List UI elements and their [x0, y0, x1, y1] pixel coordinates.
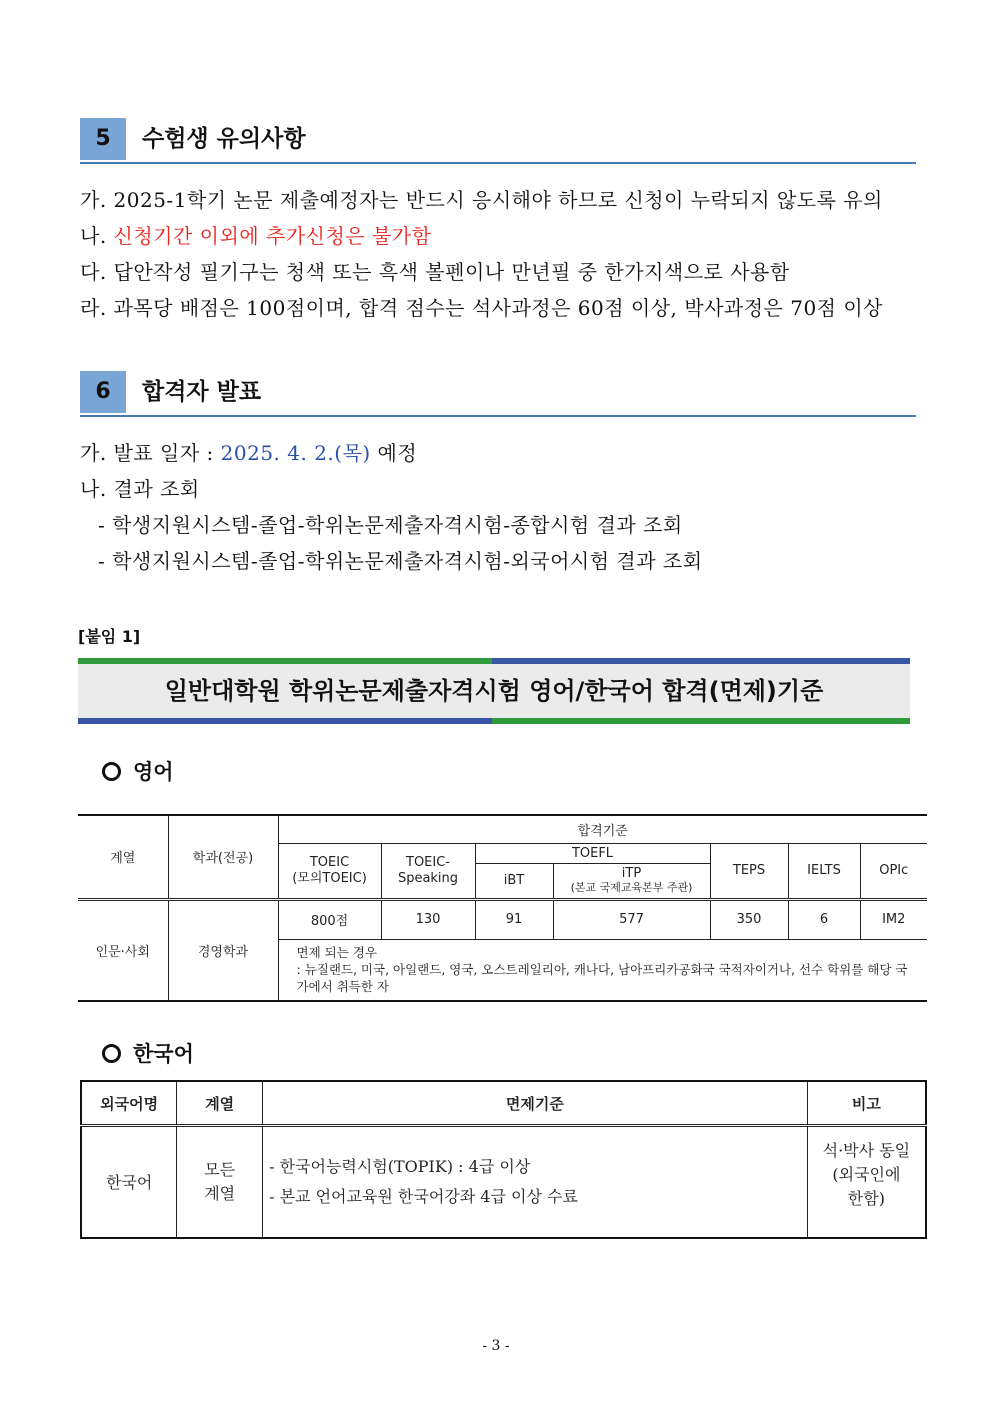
- row-field: 인문·사회: [78, 899, 168, 1001]
- header-dept: 학과(전공): [168, 815, 278, 899]
- cell-itp: 577: [553, 899, 710, 939]
- english-heading-label: 영어: [133, 760, 174, 784]
- toeic-sub-label: (모의TOEIC): [292, 870, 367, 886]
- korean-heading: [102, 1038, 194, 1068]
- toeic-label: TOEIC: [309, 854, 350, 870]
- header-toefl: TOEFL: [475, 843, 710, 863]
- english-criteria-table: [78, 814, 927, 1002]
- row-dept: 경영학과: [168, 899, 278, 1001]
- result-lookup-path: - 학생지원시스템-졸업-학위논문제출자격시험-종합시험 결과 조회: [98, 513, 683, 537]
- page-number: - 3 -: [482, 1338, 510, 1354]
- section-title: 합격자 발표: [142, 379, 262, 405]
- cell-ielts: 6: [788, 899, 860, 939]
- remark-line: 한함): [847, 1189, 885, 1208]
- notice-item: [80, 220, 431, 249]
- field-line: 계열: [204, 1183, 236, 1203]
- header-language: 외국어명: [81, 1081, 177, 1126]
- korean-criteria-table: [80, 1080, 927, 1239]
- section-number: 6: [80, 371, 126, 413]
- banner-bar: [78, 718, 492, 724]
- exemption-text: : 뉴질랜드, 미국, 아일랜드, 영국, 오스트레일리아, 캐나다, 남아프리카공화국 국적자이거나, 선수 학위를 해당 국가에서 취득한 자: [296, 962, 908, 995]
- header-ibt: iBT: [475, 863, 553, 899]
- cell-criteria: [263, 1126, 808, 1238]
- notice-item: 라. 과목당 배점은 100점이며, 합격 점수는 석사과정은 60점 이상, 박사과정은 70점 이상: [80, 296, 883, 320]
- section-title: 수험생 유의사항: [142, 126, 306, 152]
- notice-item: 가. 2025-1학기 논문 제출예정자는 반드시 응시해야 하므로 신청이 누락되지 않도록 유의: [80, 188, 883, 212]
- exemption-title: 면제 되는 경우: [296, 945, 377, 961]
- exemption-cell: [278, 939, 927, 1001]
- circle-bullet-icon: [102, 1044, 121, 1063]
- header-criteria: 합격기준: [278, 815, 927, 843]
- header-teps: TEPS: [710, 843, 788, 899]
- header-itp: [553, 863, 710, 899]
- section-number: 5: [80, 118, 126, 160]
- cell-remark: [807, 1126, 926, 1238]
- announce-date-value: 2025. 4. 2.(목): [220, 441, 371, 465]
- cell-teps: 350: [710, 899, 788, 939]
- announce-date: [80, 437, 417, 466]
- title-banner: [78, 658, 910, 724]
- cell-ibt: 91: [475, 899, 553, 939]
- cell-opic: IM2: [860, 899, 927, 939]
- toeic-speaking-label-2: Speaking: [397, 870, 459, 886]
- korean-heading-label: 한국어: [133, 1042, 194, 1066]
- banner-bar: [492, 718, 910, 724]
- header-opic: OPIc: [860, 843, 927, 899]
- cell-language: 한국어: [81, 1126, 177, 1238]
- attachment-label: [붙임 1]: [78, 627, 141, 646]
- announce-date-suffix: 예정: [370, 441, 418, 465]
- criteria-line: - 한국어능력시험(TOPIK) : 4급 이상: [269, 1156, 531, 1176]
- english-heading: [102, 756, 174, 786]
- header-field: 계열: [78, 815, 168, 899]
- notice-item-red: 신청기간 이외에 추가신청은 불가함: [113, 224, 432, 248]
- section-5-header: [80, 118, 916, 164]
- notice-item: 다. 답안작성 필기구는 청색 또는 흑색 볼펜이나 만년필 중 한가지색으로 사용함: [80, 260, 790, 284]
- header-criteria: 면제기준: [263, 1081, 808, 1126]
- notice-item-prefix: 나.: [80, 224, 114, 248]
- result-lookup-path: - 학생지원시스템-졸업-학위논문제출자격시험-외국어시험 결과 조회: [98, 549, 703, 573]
- section-6-header: [80, 371, 916, 417]
- header-toeic-speaking: [381, 843, 475, 899]
- itp-label: iTP: [621, 865, 642, 881]
- remark-line: 석·박사 동일: [822, 1141, 911, 1160]
- header-field: 계열: [177, 1081, 263, 1126]
- header-ielts: IELTS: [788, 843, 860, 899]
- banner-title: 일반대학원 학위논문제출자격시험 영어/한국어 합격(면제)기준: [164, 677, 824, 705]
- announce-date-label: 가. 발표 일자 :: [80, 441, 221, 465]
- criteria-line: - 본교 언어교육원 한국어강좌 4급 이상 수료: [269, 1186, 578, 1206]
- circle-bullet-icon: [102, 762, 121, 781]
- toeic-speaking-label: TOEIC-: [406, 854, 450, 870]
- itp-sub-label: (본교 국제교육본부 주관): [570, 880, 693, 894]
- header-toeic: [278, 843, 381, 899]
- cell-toeic-speaking: 130: [381, 899, 475, 939]
- header-remark: 비고: [807, 1081, 926, 1126]
- cell-toeic: 800점: [278, 899, 381, 939]
- remark-line: (외국인에: [832, 1165, 901, 1184]
- result-lookup: 나. 결과 조회: [80, 477, 200, 501]
- cell-field: [177, 1126, 263, 1238]
- field-line: 모든: [204, 1159, 236, 1179]
